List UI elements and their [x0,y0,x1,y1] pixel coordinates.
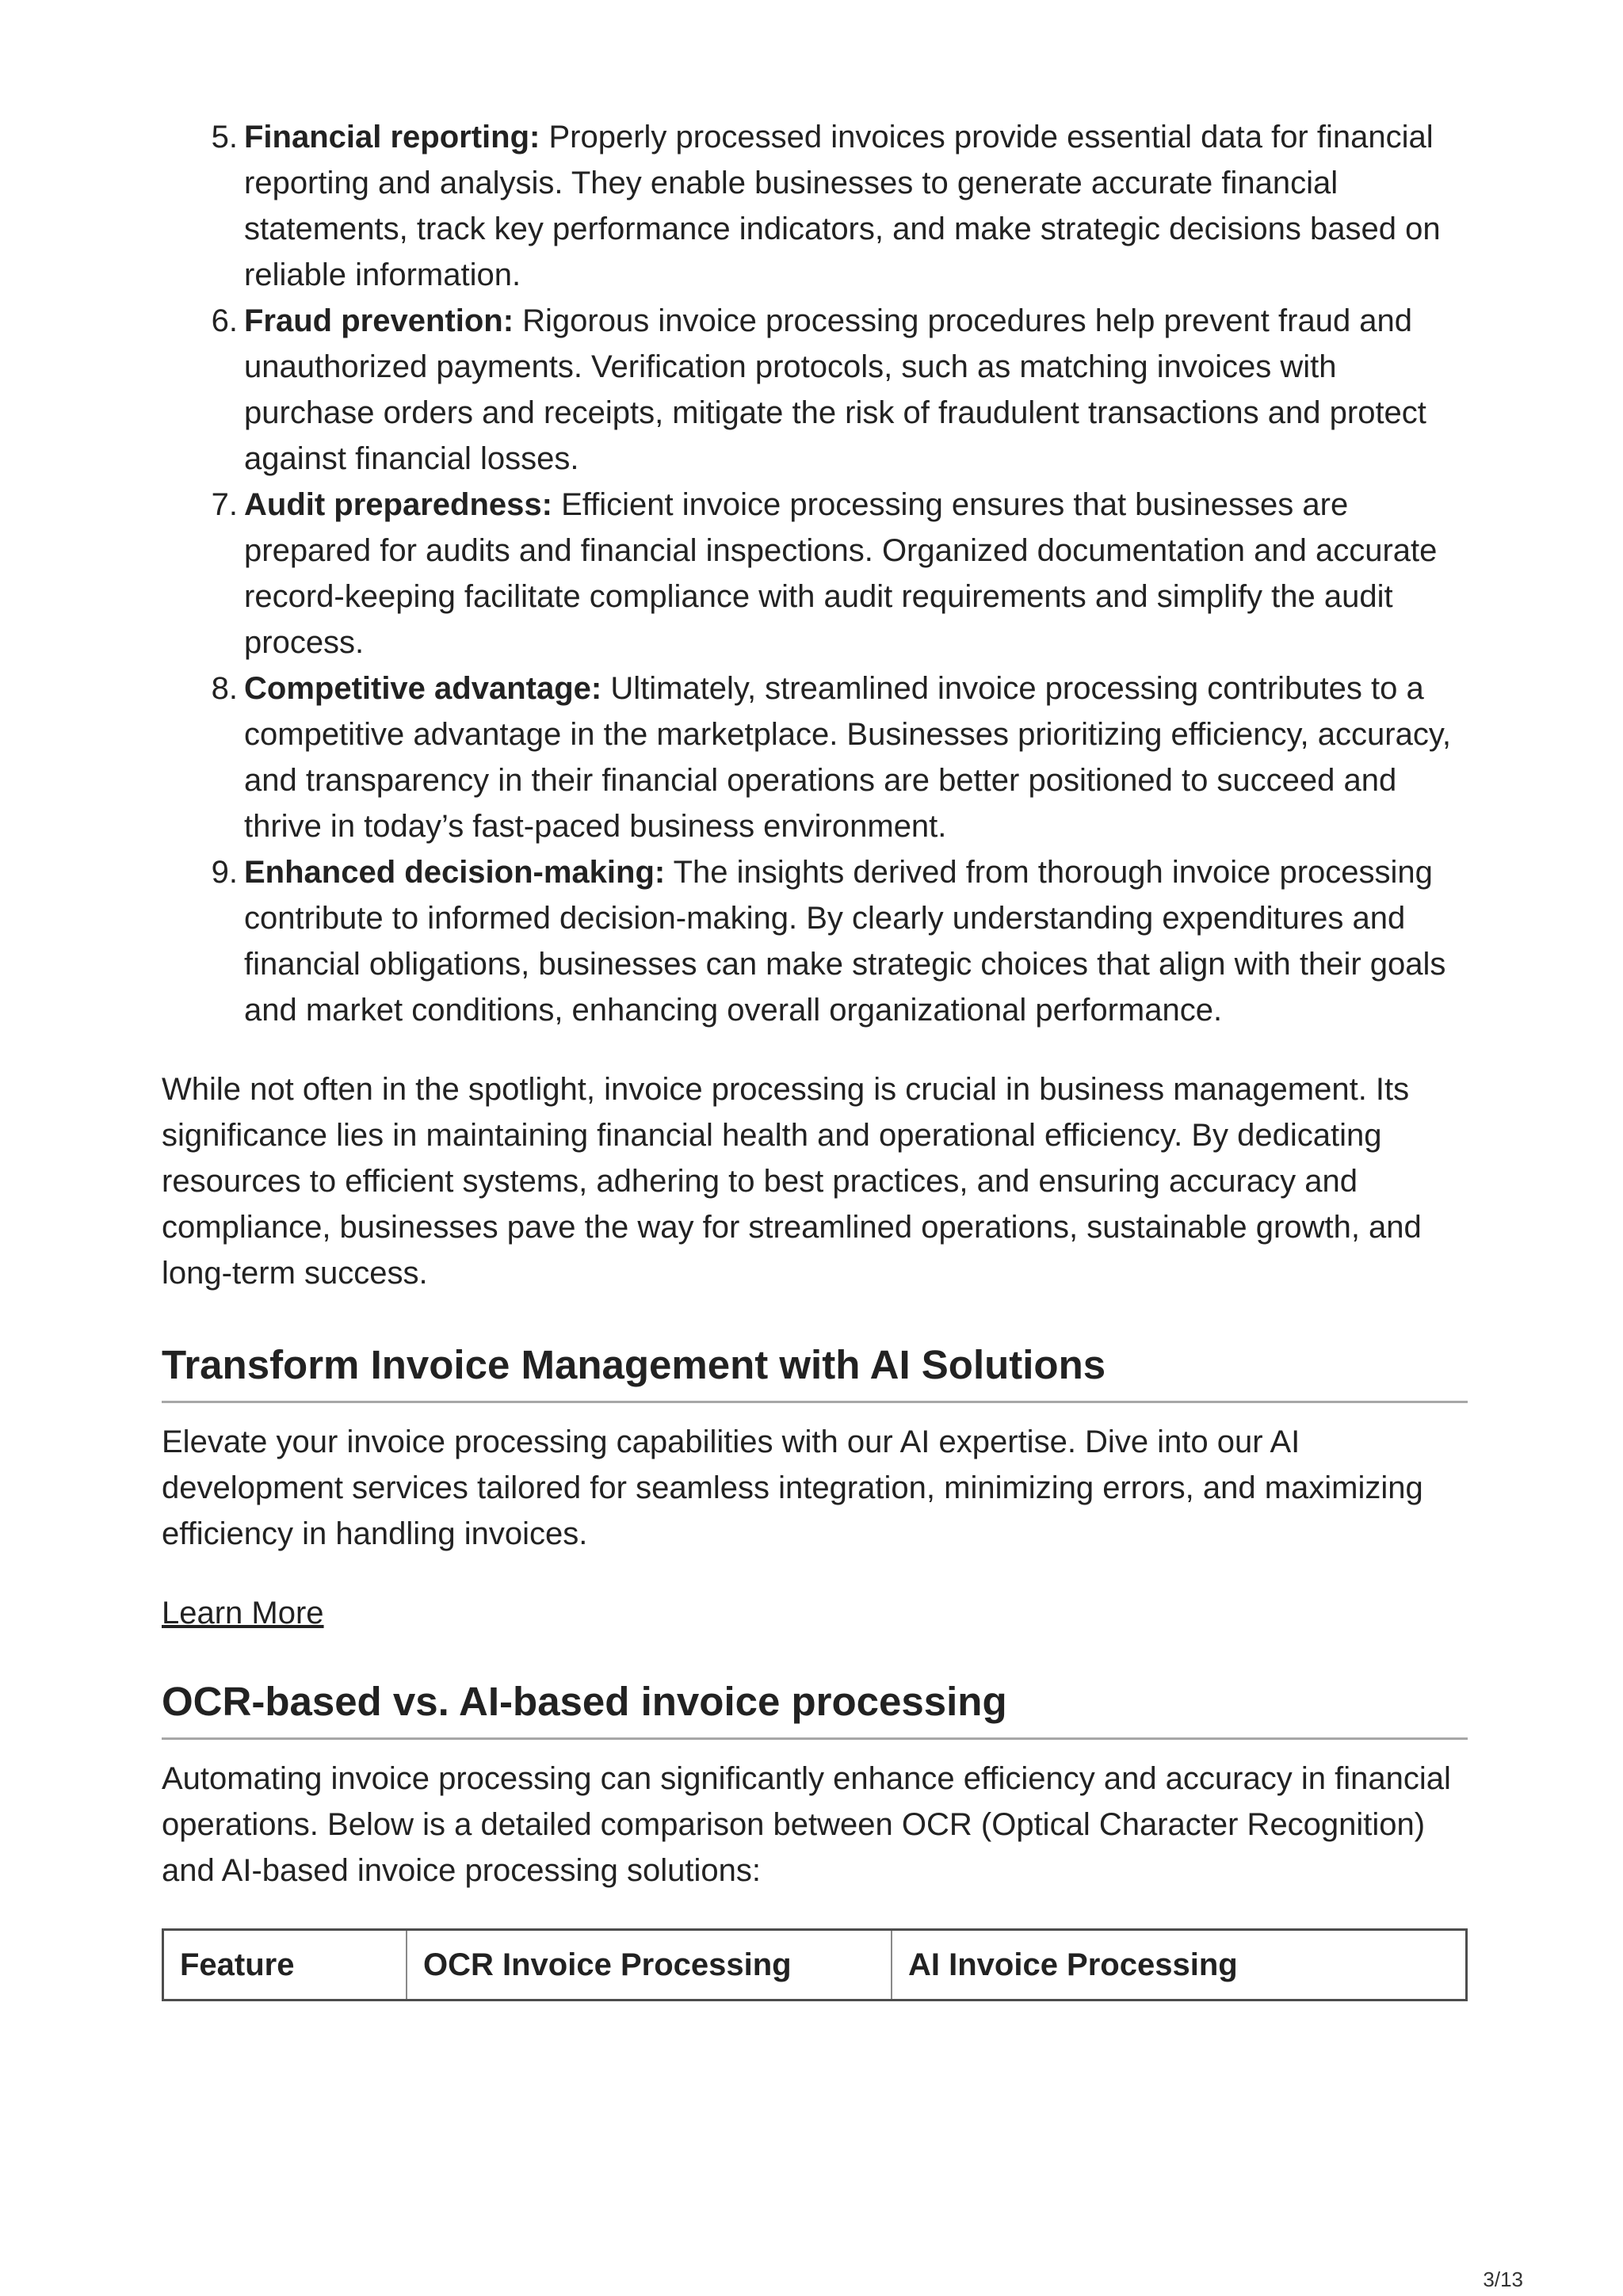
table-header-ocr: OCR Invoice Processing [407,1930,892,2000]
summary-paragraph: While not often in the spotlight, invoice processing is crucial in business management. Its significance lies in maintaining financial health and operational efficiency. By dedicating resources to efficient systems, adhering to best practices, and ensuring accuracy and compliance, businesses pave the way for streamlined operations, sustainable growth, and long-term success. [162,1072,1422,1291]
comparison-table-wrapper [162,1928,1468,2001]
comparison-section-body: Automating invoice processing can significantly enhance efficiency and accuracy in financial operations. Below is a detailed comparison between OCR (Optical Character Recognition) and AI-based invoice processing solutions: [162,1761,1451,1888]
list-item-text: The insights derived from thorough invoice processing contribute to informed decision-making. By clearly understanding expenditures and financial obligations, businesses can make strategic choices that align with their goals and market conditions, enhancing overall organizational performance. [244,855,1446,1028]
list-item-number: 8. [211,671,238,706]
list-item-text: Efficient invoice processing ensures that businesses are prepared for audits and financial inspections. Organized documentation and accurate record-keeping facilitate compliance with audit requirements and simplify the audit process. [244,487,1438,660]
list-item [211,114,1468,298]
comparison-section-heading: OCR-based vs. AI-based invoice processing [162,1677,1468,1740]
list-item-number: 9. [211,855,238,890]
list-item-text: Properly processed invoices provide essential data for financial reporting and analysis. They enable businesses to generate accurate financial statements, track key performance indicators, and make strategic decisions based on reliable information. [244,120,1441,292]
benefits-list [162,114,1468,1033]
comparison-table [162,1928,1468,2001]
list-item [211,849,1468,1033]
list-item-text: Rigorous invoice processing procedures help prevent fraud and unauthorized payments. Verification protocols, such as matching invoices with purchase orders and receipts, mitigate the risk of fraudulent transactions and protect against financial losses. [244,303,1426,476]
table-header-ai: AI Invoice Processing [892,1930,1467,2000]
document-content [162,114,1468,2001]
page-number: 3/13 [1483,2267,1523,2291]
list-item-title: Financial reporting: [244,120,540,154]
list-item-title: Enhanced decision-making: [244,855,666,890]
list-item [211,482,1468,666]
learn-more-link[interactable]: Learn More [162,1596,324,1630]
list-item [211,298,1468,482]
table-header-feature: Feature [163,1930,407,2000]
list-item-number: 6. [211,303,238,338]
list-item-number: 5. [211,120,238,154]
cta-section-heading: Transform Invoice Management with AI Solutions [162,1341,1468,1403]
cta-section-body: Elevate your invoice processing capabilities with our AI expertise. Dive into our AI development services tailored for seamless integration, minimizing errors, and maximizing efficiency in handling invoices. [162,1425,1423,1551]
list-item-title: Audit preparedness: [244,487,552,522]
list-item-title: Competitive advantage: [244,671,602,706]
table-header-row [163,1930,1467,2000]
list-item [211,666,1468,849]
list-item-text: Ultimately, streamlined invoice processing contributes to a competitive advantage in the marketplace. Businesses prioritizing efficiency, accuracy, and transparency in their financial operations are better positioned to succeed and thrive in today’s fast-paced business environment. [244,671,1451,844]
list-item-number: 7. [211,487,238,522]
list-item-title: Fraud prevention: [244,303,514,338]
